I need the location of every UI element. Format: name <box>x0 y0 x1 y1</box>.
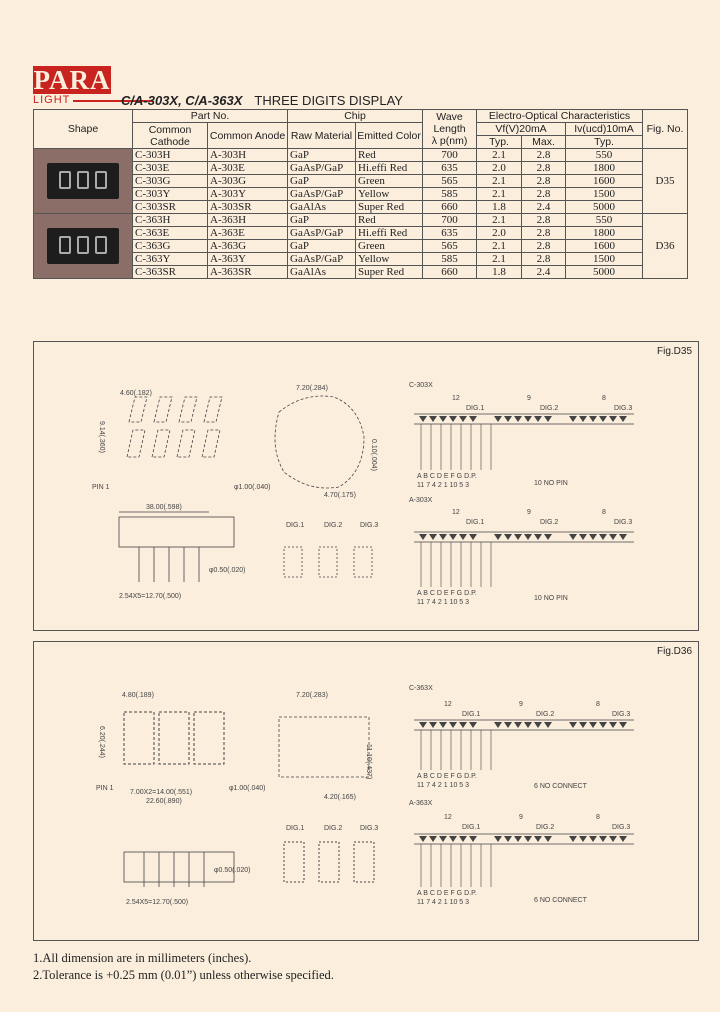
header-vf-typ: Typ. <box>477 136 522 149</box>
header-vf: Vf(V)20mA <box>477 123 566 136</box>
d35-cc-seg-letters: A B C D E F G D.P. <box>417 473 477 480</box>
fig-d35-label: Fig.D35 <box>656 346 692 357</box>
d36-cc-dig1: DIG.1 <box>462 711 481 718</box>
d35-ca-no-pin: 10 NO PIN <box>534 595 568 602</box>
table-row: C-363G A-363G GaP Green 565 2.1 2.8 1600 <box>34 240 688 253</box>
d36-dim-side: 11.10(.437) <box>365 744 372 780</box>
d35-cc-pin-nums: 11 7 4 2 1 10 5 3 <box>417 482 470 489</box>
d36-ca-dig2: DIG.2 <box>536 824 555 831</box>
d35-dim-pitch-small: 4.70(.175) <box>324 492 356 499</box>
fig-d35-drawing <box>34 342 698 630</box>
model-numbers: C/A-303X, C/A-363X <box>121 93 243 108</box>
d36-dig1: DIG.1 <box>286 825 305 832</box>
d35-ca-seg-letters: A B C D E F G D.P. <box>417 590 477 597</box>
d36-ca-title: A-363X <box>409 800 433 807</box>
header-raw-material: Raw Material <box>288 123 356 149</box>
d36-cc-seg-letters: A B C D E F G D.P. <box>417 773 477 780</box>
d35-ca-pin-9: 9 <box>527 509 531 516</box>
d36-dim-w: 7.20(.283) <box>296 692 328 699</box>
d36-dim-top: 4.80(.189) <box>122 692 154 699</box>
header-part-no: Part No. <box>133 110 288 123</box>
logo-para: PARA <box>33 65 111 95</box>
d36-pin1: PIN 1 <box>96 785 114 792</box>
header-vf-max: Max. <box>522 136 566 149</box>
d35-cc-diodes <box>419 416 627 422</box>
fig-d36-label: Fig.D36 <box>656 646 692 657</box>
d36-cc-pin-12: 12 <box>444 701 452 708</box>
table-row: C-363H A-363H GaP Red 700 2.1 2.8 550 D36 <box>34 214 688 227</box>
figure-d36 <box>33 641 699 941</box>
d36-cc-dig3: DIG.3 <box>612 711 631 718</box>
d35-dim-w: 7.20(.284) <box>296 385 328 392</box>
d35-ca-diodes <box>419 534 627 540</box>
table-row: C-363SR A-363SR GaAlAs Super Red 660 1.8 2.4 5000 <box>34 266 688 279</box>
d36-ca-no-connect: 6 NO CONNECT <box>534 897 587 904</box>
d36-dim-h: 6.20(.244) <box>98 726 105 758</box>
table-row: C-363E A-363E GaAsP/GaP Hi.effi Red 635 2.0 2.8 1800 <box>34 227 688 240</box>
d35-cc-pin-8: 8 <box>602 395 606 402</box>
table-row: C-303SR A-303SR GaAlAs Super Red 660 1.8 2.4 5000 <box>34 201 688 214</box>
header-emitted-color: Emitted Color <box>356 123 423 149</box>
d35-pin1: PIN 1 <box>92 484 110 491</box>
shape-photo-303 <box>34 149 133 214</box>
figure-d35 <box>33 341 699 631</box>
d35-dim-len: 38.00(.598) <box>146 504 182 511</box>
d35-cc-title: C-303X <box>409 382 433 389</box>
header-wave-unit: λ p(nm) <box>431 135 468 147</box>
table-row: C-303E A-303E GaAsP/GaP Hi.effi Red 635 2.0 2.8 1800 <box>34 162 688 175</box>
d35-no-pin: 10 NO PIN <box>534 480 568 487</box>
header-shape: Shape <box>34 110 133 149</box>
display-photo-363 <box>47 228 119 264</box>
table-row: C-303G A-303G GaP Green 565 2.1 2.8 1600 <box>34 175 688 188</box>
d36-ca-diodes <box>419 836 627 842</box>
d36-ca-pin-nums: 11 7 4 2 1 10 5 3 <box>417 899 470 906</box>
d36-dig2: DIG.2 <box>324 825 343 832</box>
d36-ca-dig3: DIG.3 <box>612 824 631 831</box>
fig-no-d35: D35 <box>643 149 688 214</box>
d35-cc-dig2: DIG.2 <box>540 405 559 412</box>
d35-dig3: DIG.3 <box>360 522 379 529</box>
model-subtitle: THREE DIGITS DISPLAY <box>254 93 403 108</box>
d36-ca-pin-8: 8 <box>596 814 600 821</box>
d35-cc-pin-12: 12 <box>452 395 460 402</box>
d35-dim-pitch: 2.54X5=12.70(.500) <box>119 593 182 600</box>
d35-dim-lead: φ0.50(.020) <box>209 567 246 574</box>
d35-digit-outlines <box>284 547 372 577</box>
header-wave: Wave Length λ p(nm) <box>423 110 477 149</box>
d35-top-view <box>275 396 364 488</box>
d36-dim-pitch: 2.54X5=12.70(.500) <box>126 899 189 906</box>
d35-dig1: DIG.1 <box>286 522 305 529</box>
d36-cc-diodes <box>419 722 627 728</box>
d35-dim-top: 4.60(.182) <box>120 390 152 397</box>
d36-dim-pitch-small: 7.00X2=14.00(.551) <box>130 789 193 796</box>
d35-ca-dig3: DIG.3 <box>614 519 633 526</box>
shape-photo-363 <box>34 214 133 279</box>
d35-ca-dig1: DIG.1 <box>466 519 485 526</box>
d35-ca-title: A-303X <box>409 497 433 504</box>
d36-ca-seg-letters: A B C D E F G D.P. <box>417 890 477 897</box>
d36-ca-pin-12: 12 <box>444 814 452 821</box>
table-row: C-303H A-303H GaP Red 700 2.1 2.8 550 D35 <box>34 149 688 162</box>
d36-no-connect: 6 NO CONNECT <box>534 783 587 790</box>
d36-cc-title: C-363X <box>409 685 433 692</box>
logo-light: LIGHT <box>33 94 71 106</box>
header-eo: Electro-Optical Characteristics <box>477 110 643 123</box>
d35-cc-dig1: DIG.1 <box>466 405 485 412</box>
d35-ca-pin-12: 12 <box>452 509 460 516</box>
d35-dim-h: 9.14(.360) <box>98 421 105 453</box>
header-iv-typ: Typ. <box>566 136 643 149</box>
header-chip: Chip <box>288 110 423 123</box>
fig-d36-drawing <box>34 642 698 940</box>
d35-dim-pin: φ1.00(.040) <box>234 484 271 491</box>
spec-table <box>33 109 688 279</box>
display-photo-303 <box>47 163 119 199</box>
d36-front-view <box>124 712 224 764</box>
d36-cc-pin-9: 9 <box>519 701 523 708</box>
header-iv: Iv(ucd)10mA <box>566 123 643 136</box>
fig-no-d36: D36 <box>643 214 688 279</box>
header-common-cathode: Common Cathode <box>133 123 208 149</box>
header-fig-no: Fig. No. <box>643 110 688 149</box>
d35-dim-side: 0.10(.004) <box>370 439 377 471</box>
d36-top-view <box>279 717 369 777</box>
d36-ca-dig1: DIG.1 <box>462 824 481 831</box>
d36-cc-dig2: DIG.2 <box>536 711 555 718</box>
d36-dim-lead: φ0.50(.020) <box>214 867 251 874</box>
d35-front-view <box>127 397 222 457</box>
d36-dig3: DIG.3 <box>360 825 379 832</box>
model-title <box>121 93 403 108</box>
d35-ca-dig2: DIG.2 <box>540 519 559 526</box>
d36-digit-outlines <box>284 842 374 882</box>
d36-ca-pin-9: 9 <box>519 814 523 821</box>
d36-dim-dep: 4.20(.165) <box>324 794 356 801</box>
para-light-logo <box>33 66 111 106</box>
d36-dim-pin: φ1.00(.040) <box>229 785 266 792</box>
table-row: C-303Y A-303Y GaAsP/GaP Yellow 585 2.1 2.8 1500 <box>34 188 688 201</box>
d36-cc-pin-8: 8 <box>596 701 600 708</box>
note-1: 1.All dimension are in millimeters (inches). <box>33 951 252 965</box>
header-common-anode: Common Anode <box>208 123 288 149</box>
d36-cc-pin-nums: 11 7 4 2 1 10 5 3 <box>417 782 470 789</box>
d35-cc-pin-9: 9 <box>527 395 531 402</box>
d35-ca-pin-nums: 11 7 4 2 1 10 5 3 <box>417 599 470 606</box>
d36-dim-len: 22.60(.890) <box>146 798 182 805</box>
table-row: C-363Y A-363Y GaAsP/GaP Yellow 585 2.1 2.8 1500 <box>34 253 688 266</box>
d35-dig2: DIG.2 <box>324 522 343 529</box>
d35-cc-dig3: DIG.3 <box>614 405 633 412</box>
d35-ca-pin-8: 8 <box>602 509 606 516</box>
notes <box>33 950 334 984</box>
note-2: 2.Tolerance is +0.25 mm (0.01”) unless otherwise specified. <box>33 968 334 982</box>
